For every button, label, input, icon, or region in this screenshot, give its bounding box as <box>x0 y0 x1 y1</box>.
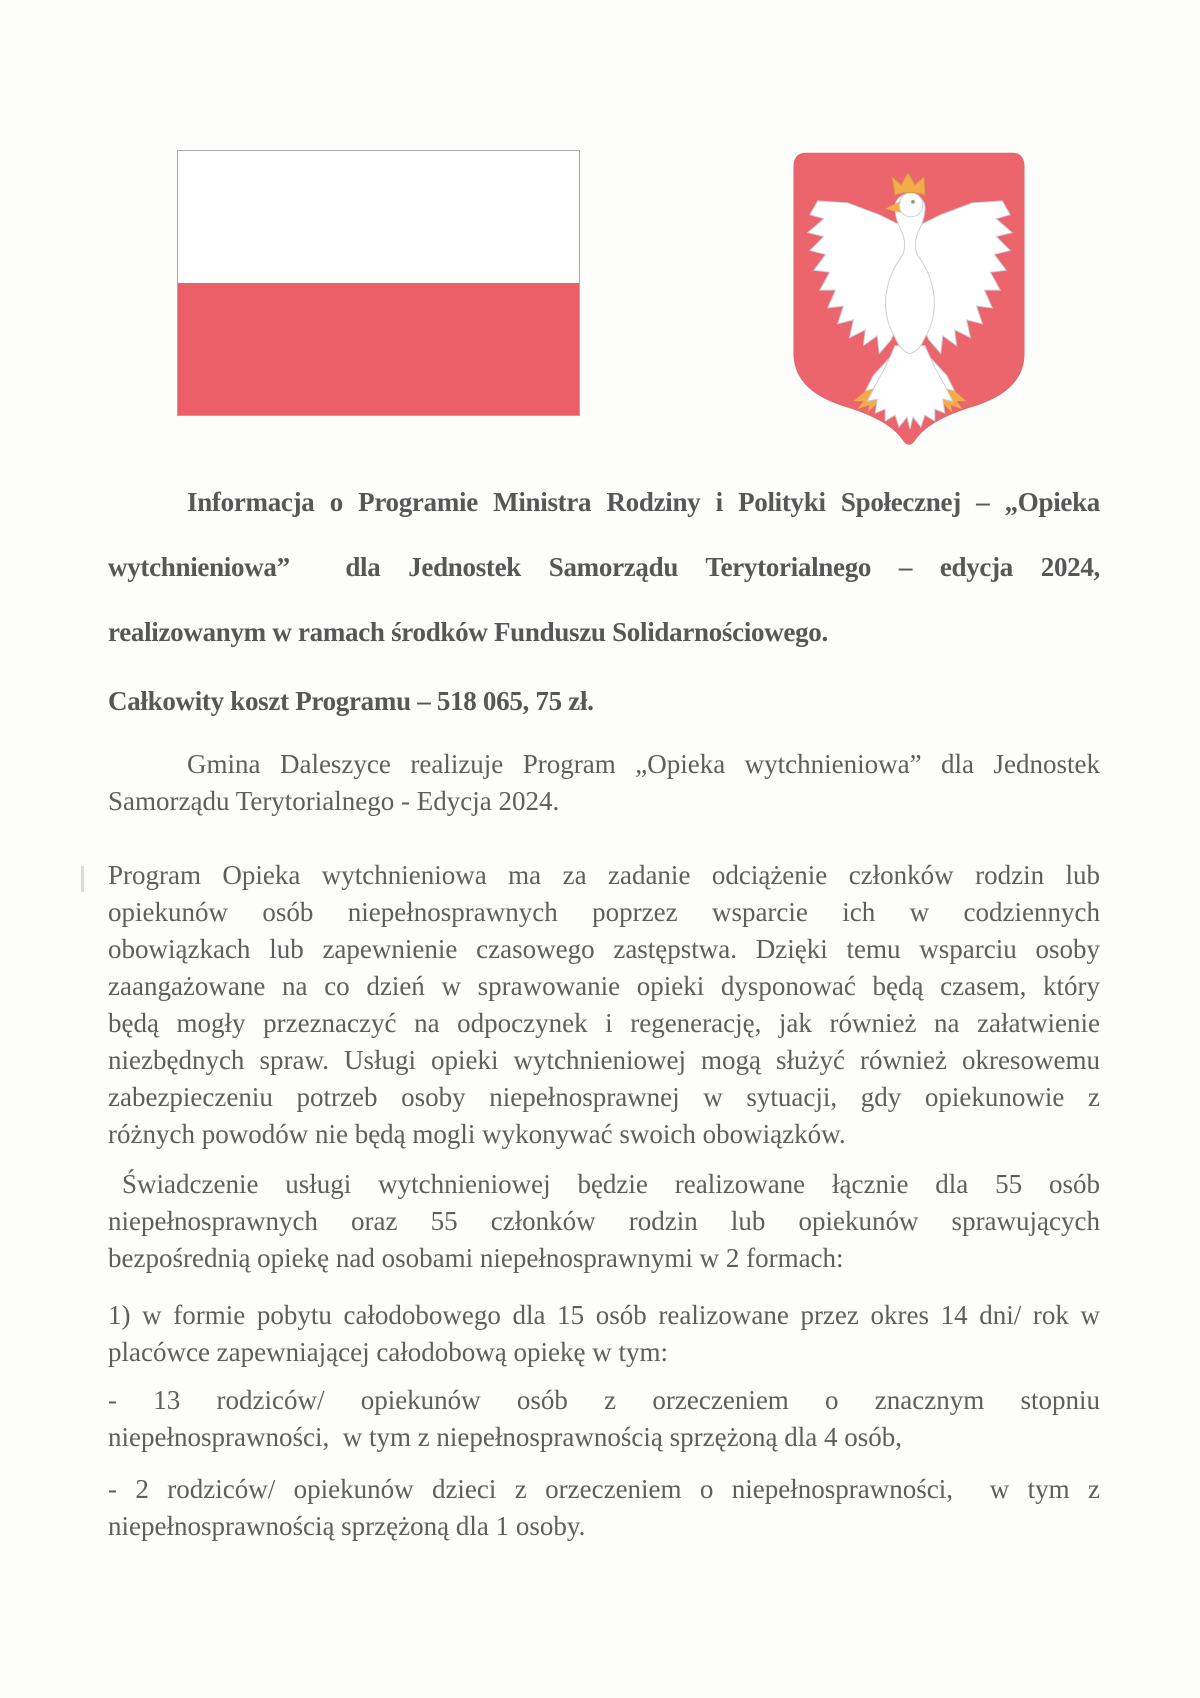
poland-flag-icon <box>177 150 580 416</box>
text-line: - 2 rodziców/ opiekunów dzieci z orzeczeniem o niepełnosprawności, w tym z <box>108 1474 1100 1504</box>
text-line: wytchnieniowa” dla Jednostek Samorządu Terytorialnego – edycja 2024, <box>108 552 1100 582</box>
eagle-head <box>899 193 923 217</box>
text-line: zabezpieczeniu potrzeb osoby niepełnosprawnej w sytuacji, gdy opiekunowie z <box>108 1082 1100 1112</box>
document-title <box>108 470 1100 665</box>
text-line: Świadczenie usługi wytchnieniowej będzie realizowane łącznie dla 55 osób <box>122 1169 1100 1199</box>
text-line: będą mogły przeznaczyć na odpoczynek i regenerację, jak również na załatwienie <box>108 1008 1100 1038</box>
text-line: niezbędnych spraw. Usługi opieki wytchnieniowej mogą służyć również okresowemu <box>108 1045 1100 1075</box>
text-line: niepełnosprawnością sprzężoną dla 1 osoby. <box>108 1511 586 1541</box>
flag-red-stripe <box>178 283 579 415</box>
scan-speck <box>81 866 84 892</box>
text-line: Całkowity koszt Programu – 518 065, 75 zł. <box>108 686 594 716</box>
eagle-eye <box>911 200 915 204</box>
text-line: Informacja o Programie Ministra Rodziny i Polityki Społecznej – „Opieka <box>187 487 1100 517</box>
paragraph-forma-1 <box>108 1297 1100 1371</box>
text-line: Samorządu Terytorialnego - Edycja 2024. <box>108 786 560 816</box>
text-line: placówce zapewniającej całodobową opiekę w tym: <box>108 1337 668 1367</box>
text-line: obowiązkach lub zapewnienie czasowego zastępstwa. Dzięki temu wsparciu osoby <box>108 934 1100 964</box>
text-line: Program Opieka wytchnieniowa ma za zadanie odciążenie członków rodzin lub <box>108 860 1100 890</box>
text-line: realizowanym w ramach środków Funduszu Solidarnościowego. <box>108 617 828 647</box>
coat-of-arms-svg <box>790 150 1028 452</box>
text-line: zaangażowane na co dzień w sprawowanie opieki dysponować będą czasem, który <box>108 971 1100 1001</box>
text-line: opiekunów osób niepełnosprawnych poprzez wsparcie ich w codziennych <box>108 897 1100 927</box>
paragraph-program-info <box>108 857 1100 1153</box>
flag-white-stripe <box>178 151 579 283</box>
text-line: niepełnosprawnych oraz 55 członków rodzin lub opiekunów sprawujących <box>108 1206 1100 1236</box>
poland-coat-of-arms-icon <box>790 150 1028 452</box>
list-item-2-rodzicow <box>108 1471 1100 1545</box>
text-line: bezpośrednią opiekę nad osobami niepełnosprawnymi w 2 formach: <box>108 1243 844 1273</box>
text-line: Gmina Daleszyce realizuje Program „Opieka wytchnieniowa” dla Jednostek <box>187 749 1100 779</box>
text-line: 1) w formie pobytu całodobowego dla 15 osób realizowane przez okres 14 dni/ rok w <box>108 1300 1100 1330</box>
total-cost-line <box>108 683 1100 720</box>
paragraph-swiadczenie <box>108 1166 1100 1277</box>
text-line: - 13 rodziców/ opiekunów osób z orzeczeniem o znacznym stopniu <box>108 1385 1100 1415</box>
text-line: niepełnosprawności, w tym z niepełnosprawnością sprzężoną dla 4 osób, <box>108 1422 903 1452</box>
text-line: różnych powodów nie będą mogli wykonywać swoich obowiązków. <box>108 1119 846 1149</box>
paragraph-gmina <box>108 746 1100 820</box>
list-item-13-rodzicow <box>108 1382 1100 1456</box>
